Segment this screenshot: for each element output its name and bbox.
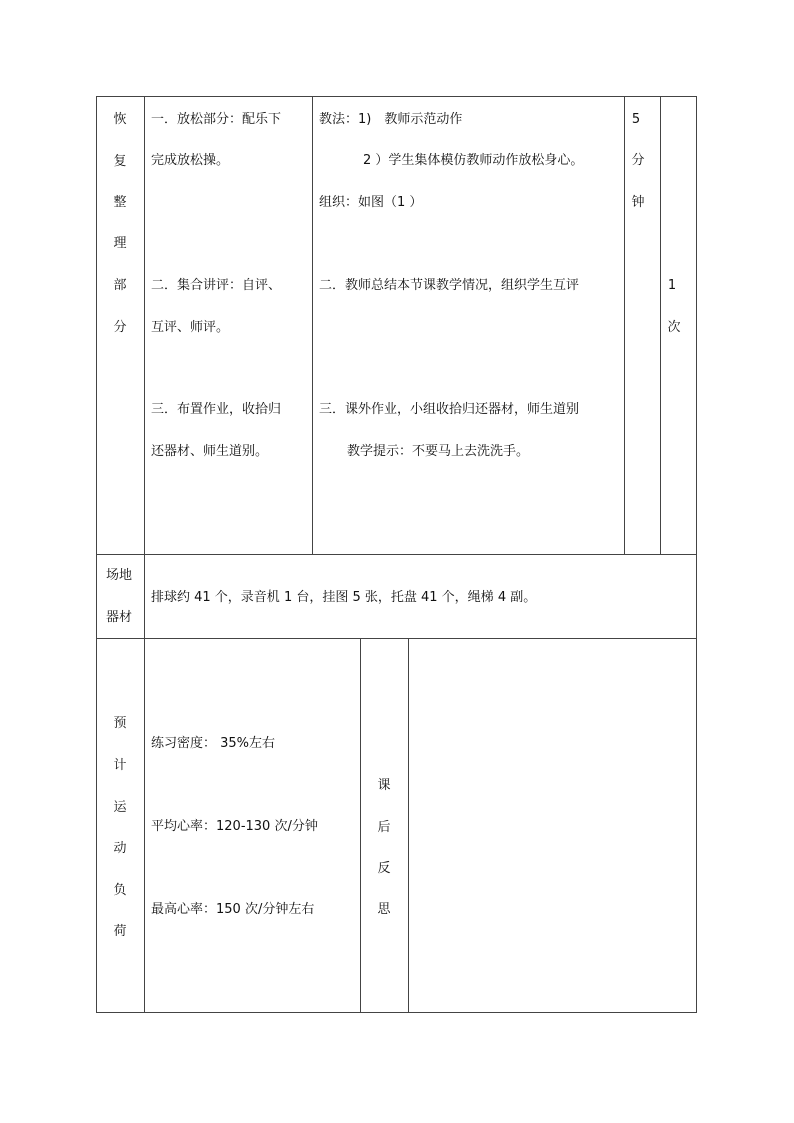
time-char: 钟 bbox=[631, 195, 645, 210]
content-line: 互评、师评。 bbox=[151, 320, 230, 335]
count-char: 次 bbox=[667, 320, 681, 335]
time-char: 5 bbox=[631, 112, 641, 127]
method-line: 组织：如图（1 ） bbox=[319, 195, 423, 210]
method-line: 三．课外作业，小组收拾归还器材，师生道别 bbox=[319, 402, 580, 417]
max-heart-rate: 最高心率：150 次/分钟左右 bbox=[151, 902, 315, 917]
method-line: 2 ）学生集体模仿教师动作放松身心。 bbox=[363, 153, 584, 168]
load-label-char: 计 bbox=[113, 758, 127, 773]
content-line: 还器材、师生道别。 bbox=[151, 444, 269, 459]
reflection-label-char: 课 bbox=[377, 778, 391, 793]
section-label-char: 整 bbox=[113, 195, 127, 210]
load-label-cell bbox=[96, 638, 145, 1013]
reflection-content-cell bbox=[408, 638, 697, 1013]
section-label-char: 分 bbox=[113, 320, 127, 335]
load-label-char: 荷 bbox=[113, 924, 127, 939]
method-line: 教法：1) 教师示范动作 bbox=[319, 112, 463, 127]
venue-label-line: 器材 bbox=[106, 610, 133, 625]
reflection-label-char: 反 bbox=[377, 861, 391, 876]
load-label-char: 运 bbox=[113, 800, 127, 815]
load-label-char: 预 bbox=[113, 716, 127, 731]
time-char: 分 bbox=[631, 153, 645, 168]
average-heart-rate: 平均心率：120-130 次/分钟 bbox=[151, 819, 318, 834]
load-label-char: 动 bbox=[113, 841, 127, 856]
venue-label-line: 场地 bbox=[106, 568, 133, 583]
reflection-label-char: 思 bbox=[377, 902, 391, 917]
content-line: 一．放松部分：配乐下 bbox=[151, 112, 282, 127]
content-line: 三．布置作业，收拾归 bbox=[151, 402, 282, 417]
section-label-char: 复 bbox=[113, 154, 127, 169]
count-char: 1 bbox=[667, 278, 677, 293]
venue-text: 排球约 41 个，录音机 1 台，挂图 5 张，托盘 41 个，绳梯 4 副。 bbox=[151, 590, 537, 605]
practice-density: 练习密度： 35%左右 bbox=[151, 736, 276, 751]
venue-label-cell bbox=[96, 554, 145, 639]
section-label-char: 理 bbox=[113, 236, 127, 251]
load-label-char: 负 bbox=[113, 883, 127, 898]
content-line: 完成放松操。 bbox=[151, 153, 230, 168]
method-line: 教学提示：不要马上去洗洗手。 bbox=[347, 444, 530, 459]
content-line: 二．集合讲评：自评、 bbox=[151, 278, 282, 293]
section-label-char: 恢 bbox=[113, 112, 127, 127]
method-line: 二．教师总结本节课教学情况，组织学生互评 bbox=[319, 278, 580, 293]
section-label-char: 部 bbox=[113, 278, 127, 293]
reflection-label-char: 后 bbox=[377, 820, 391, 835]
